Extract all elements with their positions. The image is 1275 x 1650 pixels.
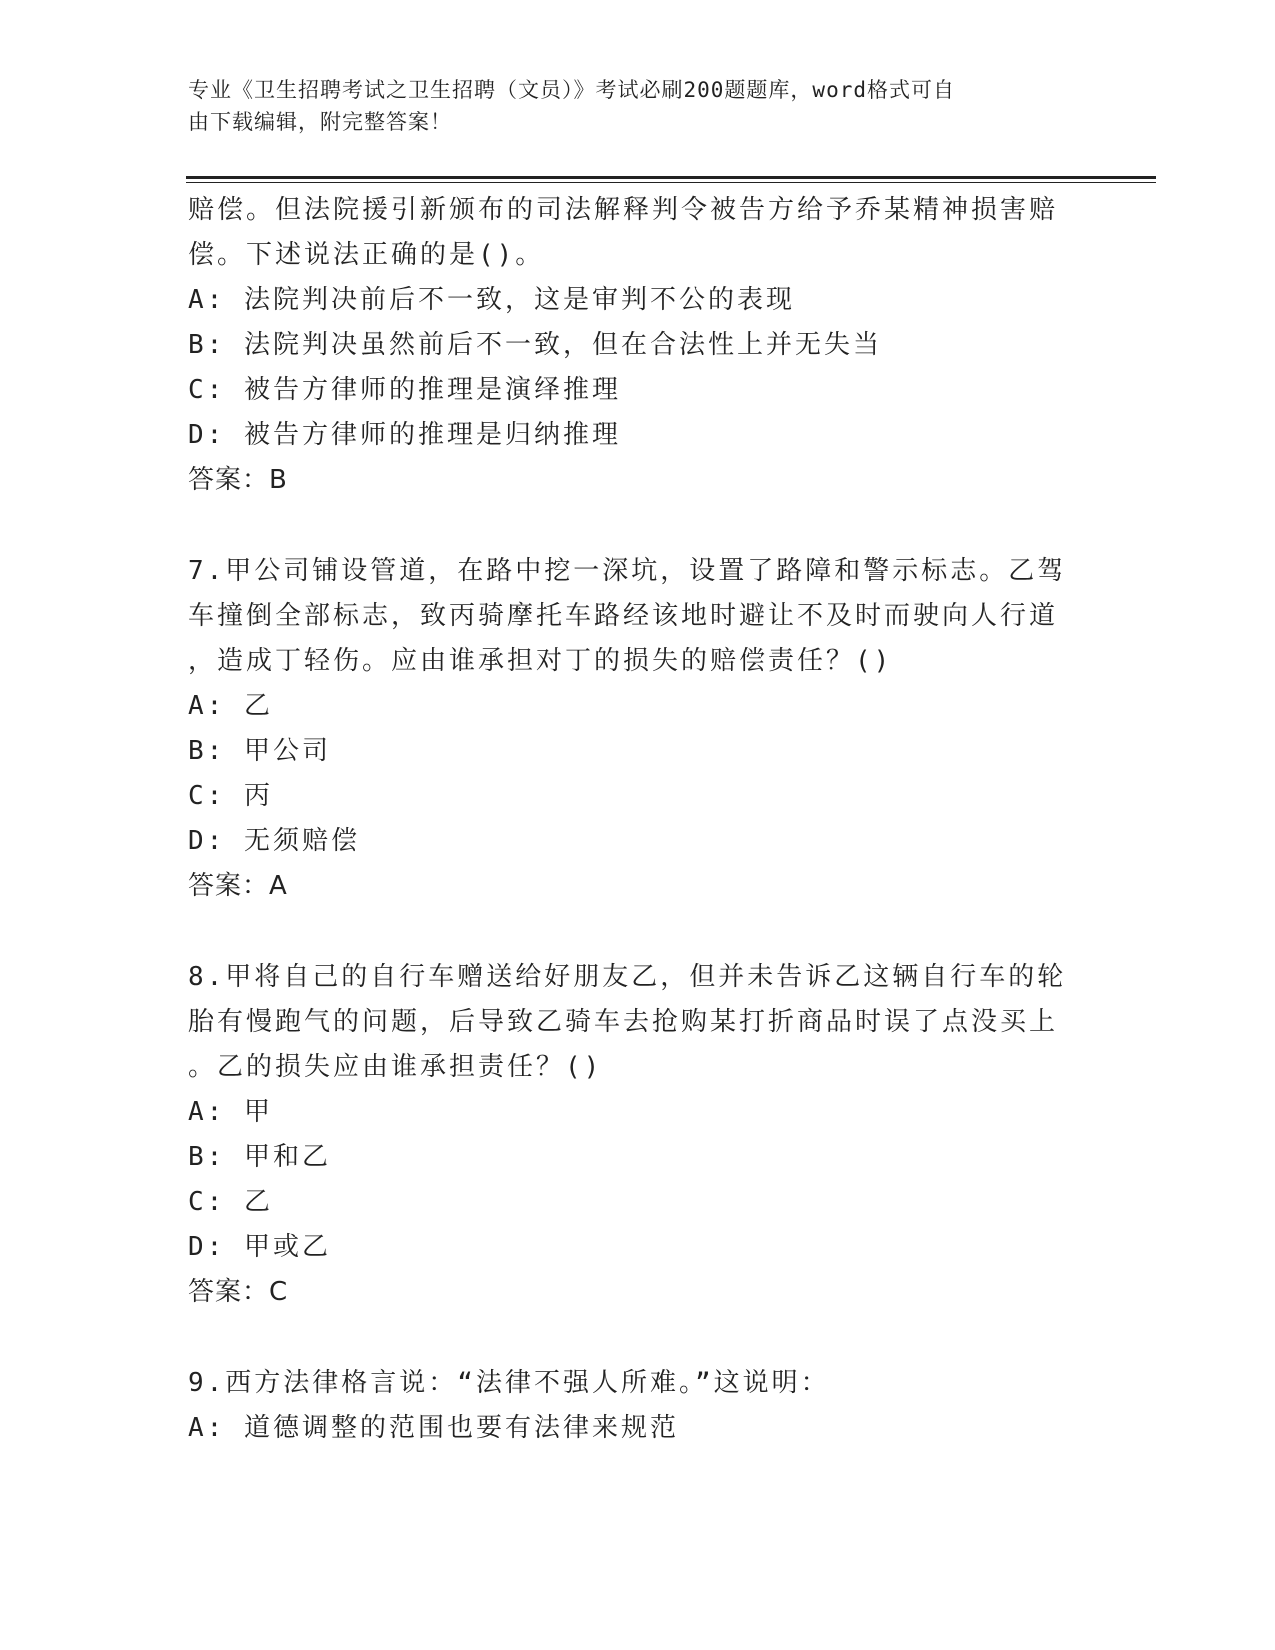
option-b: B: 甲和乙 (188, 1142, 331, 1172)
option-d: D: 甲或乙 (188, 1232, 331, 1262)
question-text-line: 胎有慢跑气的问题，后导致乙骑车去抢购某打折商品时误了点没买上 (188, 1007, 1059, 1037)
option-c: C: 被告方律师的推理是演绎推理 (188, 375, 621, 405)
question-6 (188, 188, 1078, 503)
question-text-line: 。乙的损失应由谁承担责任？() (188, 1052, 603, 1082)
answer-line: 答案：C (188, 1277, 289, 1307)
question-text-line: ，造成丁轻伤。应由谁承担对丁的损失的赔偿责任？() (188, 646, 893, 676)
question-text-line: 8.甲将自己的自行车赠送给好朋友乙，但并未告诉乙这辆自行车的轮 (188, 962, 1067, 992)
header-rule-thin (186, 182, 1156, 183)
option-c: C: 丙 (188, 781, 273, 811)
option-a: A: 道德调整的范围也要有法律来规范 (188, 1413, 679, 1443)
option-d: D: 无须赔偿 (188, 826, 360, 856)
option-c: C: 乙 (188, 1187, 273, 1217)
question-text-line: 车撞倒全部标志，致丙骑摩托车路经该地时避让不及时而驶向人行道 (188, 601, 1059, 631)
question-text-line: 7.甲公司铺设管道，在路中挖一深坑，设置了路障和警示标志。乙驾 (188, 556, 1067, 586)
question-content (188, 188, 1078, 1451)
option-b: B: 甲公司 (188, 736, 331, 766)
header-line-1: 专业《卫生招聘考试之卫生招聘（文员）》考试必刷200题题库，word格式可自 (188, 78, 955, 102)
question-text-line: 9.西方法律格言说：“法律不强人所难。”这说明： (188, 1368, 830, 1398)
question-text-line: 偿。下述说法正确的是()。 (188, 240, 545, 270)
option-d: D: 被告方律师的推理是归纳推理 (188, 420, 621, 450)
question-text-line: 赔偿。但法院援引新颁布的司法解释判令被告方给予乔某精神损害赔 (188, 195, 1059, 225)
answer-line: 答案：A (188, 871, 288, 901)
option-a: A: 乙 (188, 691, 273, 721)
answer-line: 答案：B (188, 465, 288, 495)
question-7 (188, 549, 1078, 909)
header-rule-thick (186, 176, 1156, 179)
option-a: A: 法院判决前后不一致，这是审判不公的表现 (188, 285, 795, 315)
page-header (188, 74, 1078, 138)
question-8 (188, 955, 1078, 1315)
question-9 (188, 1361, 1078, 1451)
option-b: B: 法院判决虽然前后不一致，但在合法性上并无失当 (188, 330, 882, 360)
header-line-2: 由下载编辑，附完整答案！ (188, 110, 452, 134)
option-a: A: 甲 (188, 1097, 273, 1127)
